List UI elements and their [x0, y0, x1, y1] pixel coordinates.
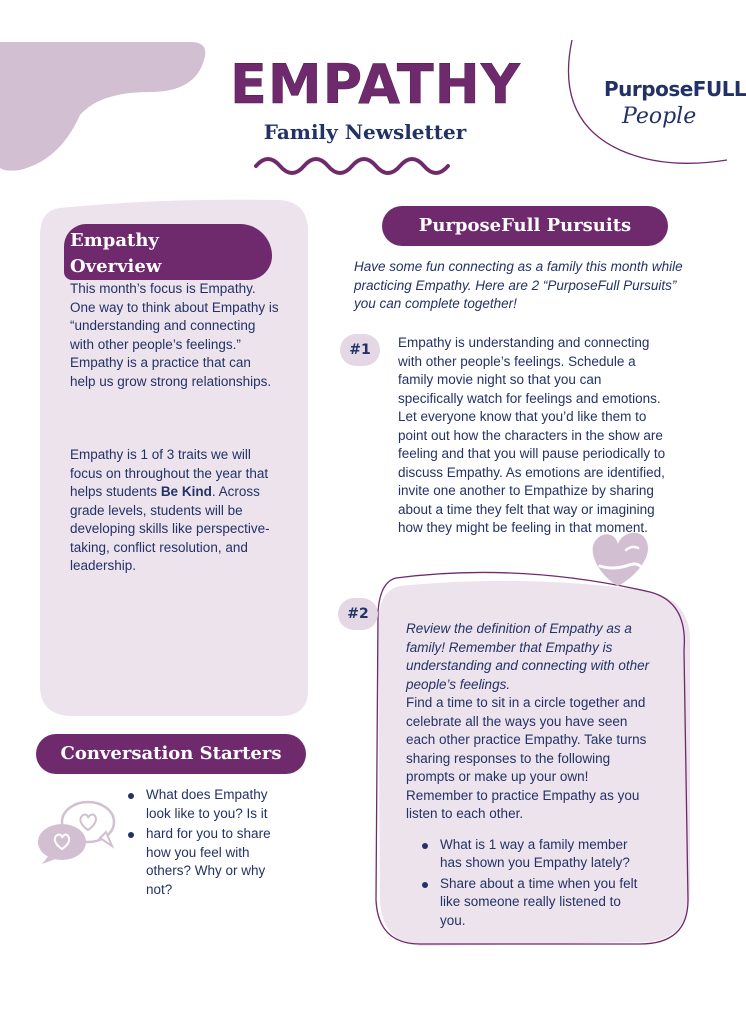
- be-kind-emphasis: Be Kind: [160, 484, 212, 499]
- brand-logo-bottom: People: [622, 104, 697, 129]
- overview-paragraph-2: [70, 446, 280, 576]
- pursuit-1-number: #1: [340, 334, 380, 366]
- pursuit-2-content: [406, 620, 650, 932]
- overview-heading: Empathy Overview: [70, 230, 162, 277]
- corner-swoosh: [568, 40, 746, 163]
- overview-paragraph-2-end: . Across grade levels, students will be developing skills like perspective-taking, conflict resolution, and leadership.: [70, 484, 270, 573]
- prompt-item: Share about a time when you felt like someone really listened to you.: [418, 875, 650, 931]
- pursuit-2-instructions: Find a time to sit in a circle together and celebrate all the ways you have seen each other practice Empathy. Take turns sharing responses to the following prompts or make up your own! Remember to practice Empathy as you listen to each other.: [406, 695, 647, 821]
- overview-paragraph-2-start: Empathy is 1 of 3 traits we will focus on throughout the year that helps students: [70, 447, 269, 499]
- pursuit-2-definition: Review the definition of Empathy as a family! Remember that Empathy is understanding and connecting with other people’s feelings.: [406, 621, 650, 692]
- corner-blob: [0, 42, 205, 171]
- newsletter-subtitle: Family Newsletter: [263, 120, 467, 144]
- overview-paragraph-1: This month’s focus is Empathy. One way to think about Empathy is “understanding and connecting with other people’s feelings.” Empathy is a practice that can help us grow strong relationships.: [70, 281, 279, 389]
- newsletter-title: EMPATHY: [230, 53, 521, 116]
- pursuits-heading: PurposeFull Pursuits: [382, 206, 668, 246]
- conversation-list: [124, 786, 284, 901]
- chat-bubbles-icon: [38, 802, 114, 864]
- pursuit-1-text: Empathy is understanding and connecting with other people’s feelings. Schedule a family movie night so that you can specifically watch for feelings and emotions. Let everyone know that you’d like them to point out how the characters in the show are feeling and that you will pause periodically to discuss Empathy. As emotions are identified, invite one another to Empathize by sharing about a time they felt that way or imagining how they might be feeling in that moment.: [398, 335, 666, 535]
- conversation-item: What does Empathy look like to you? Is it: [124, 786, 284, 823]
- pursuits-intro: Have some fun connecting as a family this month while practicing Empathy. Here are 2 “PurposeFull Pursuits” you can complete together!: [354, 259, 683, 311]
- wavy-line-icon: [256, 159, 448, 173]
- pursuit-2-number: #2: [338, 598, 378, 630]
- pursuit-2-prompts: [406, 836, 650, 931]
- brand-logo-top: PurposeFULL: [604, 77, 746, 101]
- prompt-item: What is 1 way a family member has shown you Empathy lately?: [418, 836, 650, 873]
- conversation-heading: Conversation Starters: [36, 734, 306, 774]
- conversation-item: hard for you to share how you feel with others? Why or why not?: [124, 825, 284, 899]
- heart-hand-icon: [593, 533, 648, 586]
